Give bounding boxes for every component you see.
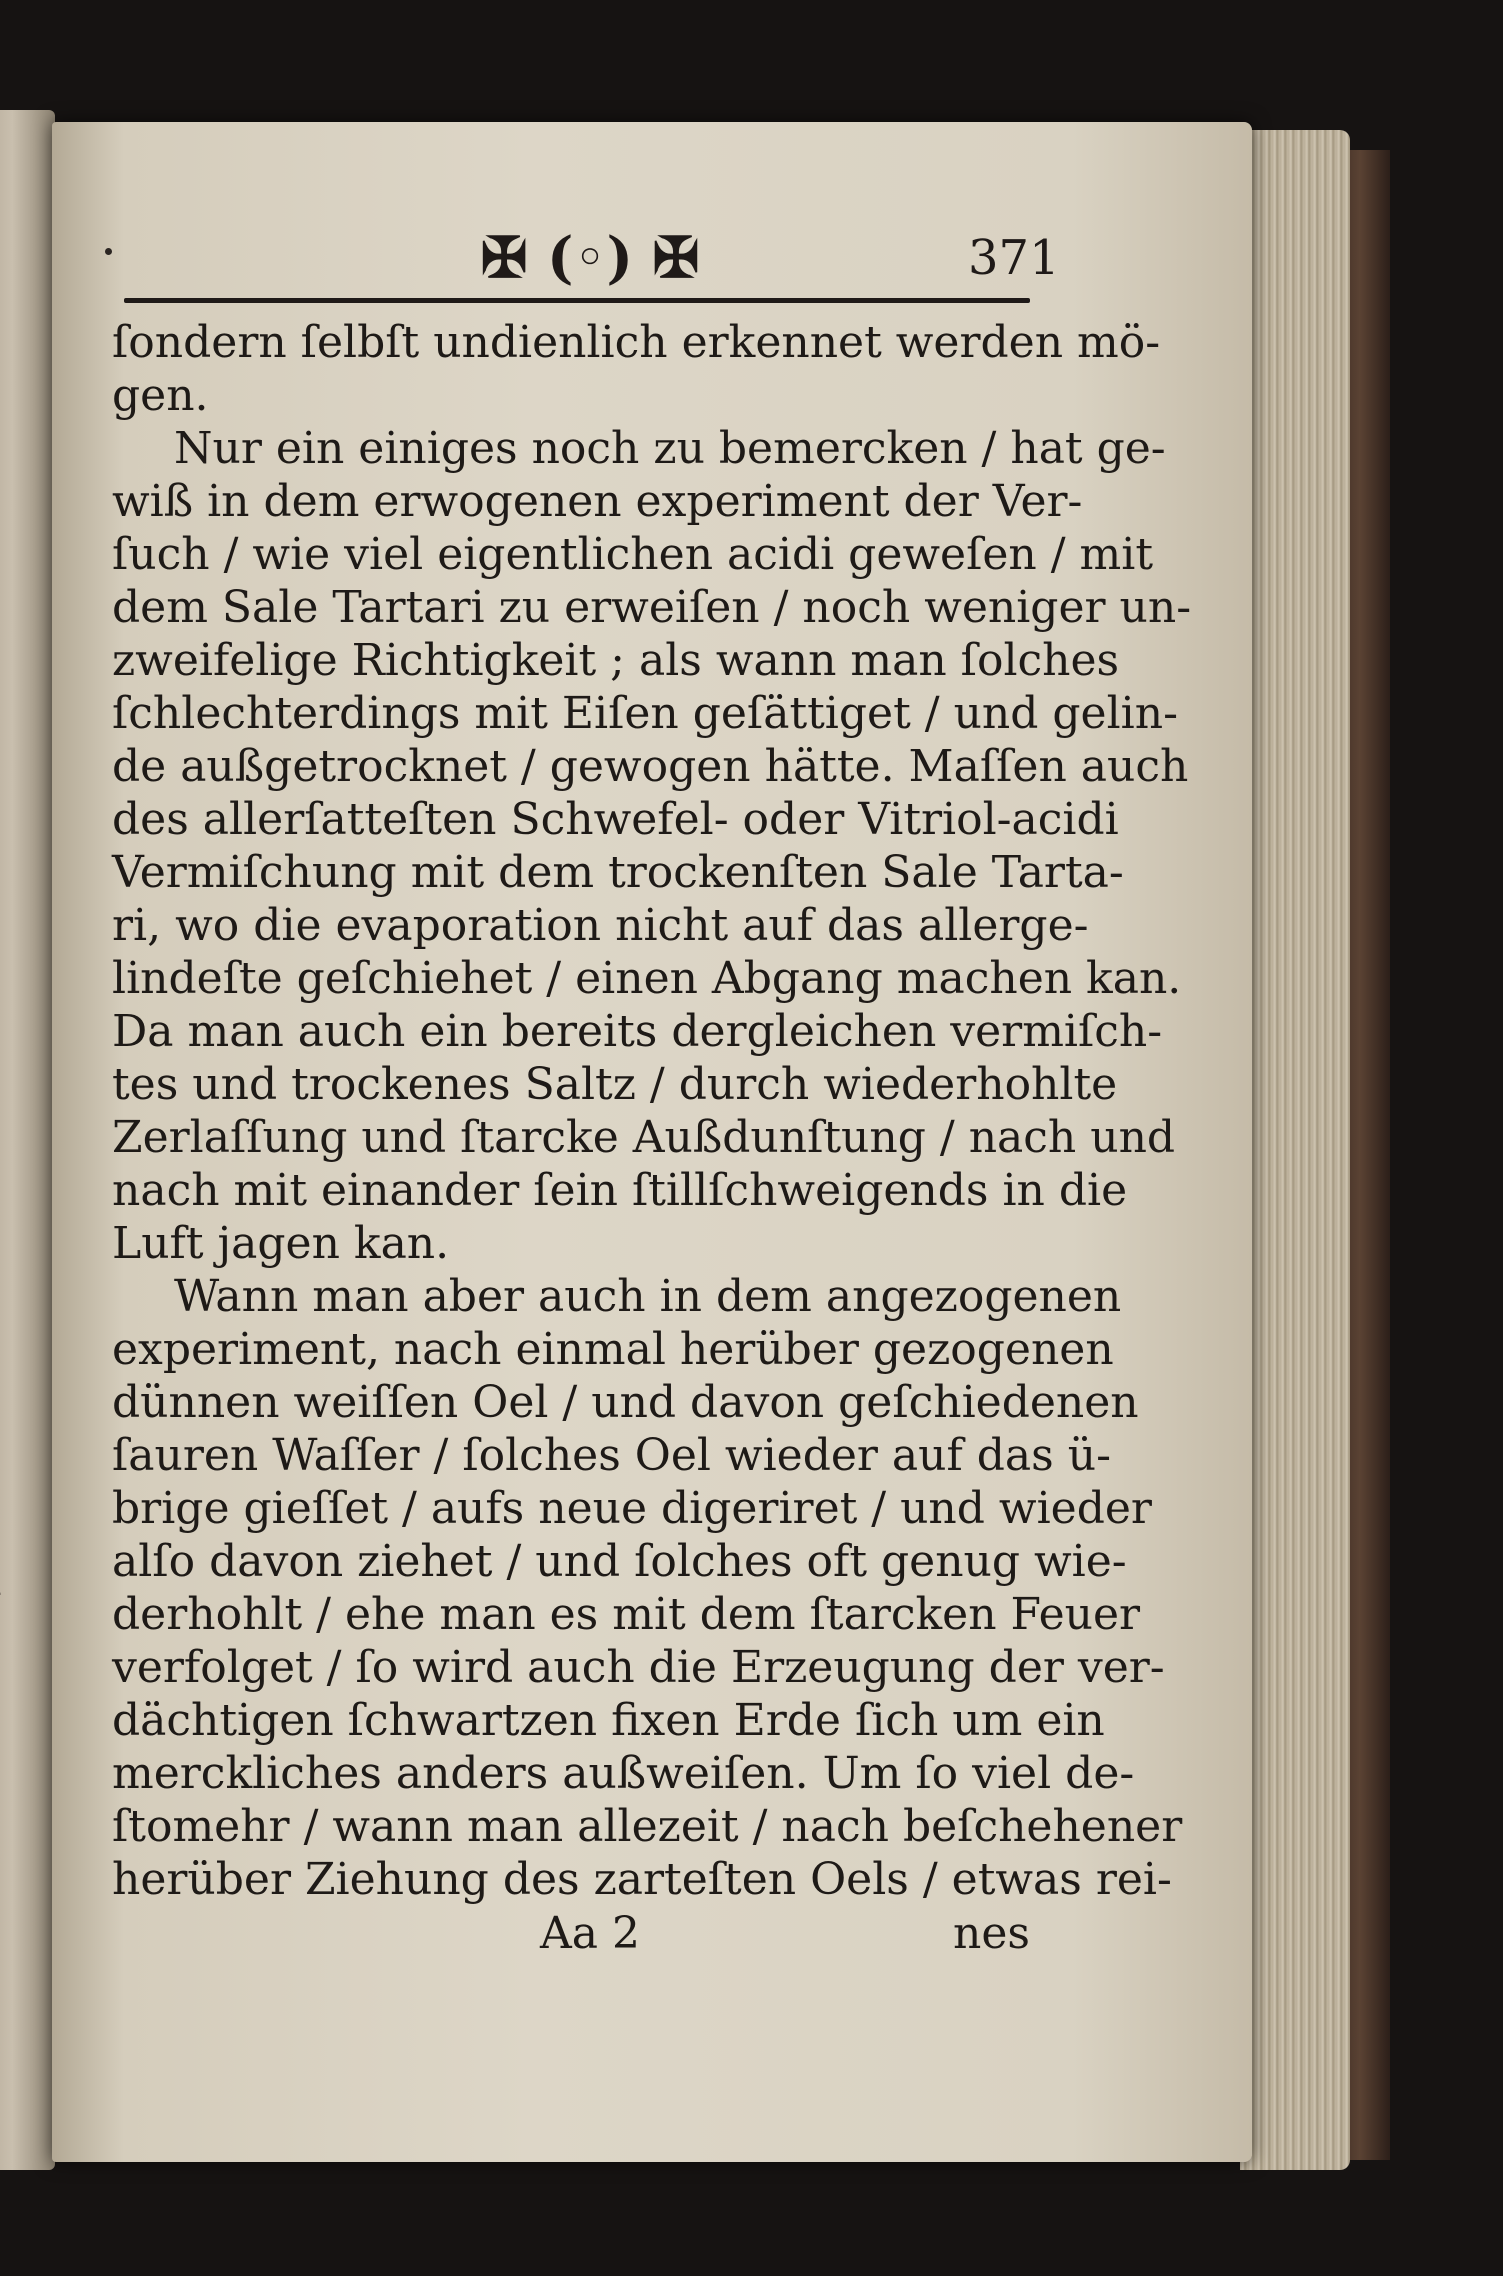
text-line: ſchlechterdings mit Eiſen geſättiget / und gelin- <box>112 688 1178 739</box>
text-line: ſuch / wie viel eigentlichen acidi geweſen / mit <box>112 529 1154 580</box>
text-line: merckliches anders außweiſen. Um ſo viel de- <box>112 1748 1135 1799</box>
previous-page-edge <box>0 110 55 2170</box>
text-line: ri, wo die evaporation nicht auf das allerge- <box>112 900 1089 951</box>
text-line: ſondern ſelbſt undienlich erkennet werden mö- <box>112 317 1161 368</box>
text-line: de außgetrocknet / gewogen hätte. Maſſen auch <box>112 741 1189 792</box>
page-footer <box>540 1906 1030 1962</box>
signature-mark: Aa 2 <box>540 1908 640 1959</box>
text-line: herüber Ziehung des zarteſten Oels / etwas rei- <box>112 1854 1172 1905</box>
text-body <box>112 316 1192 1906</box>
text-line: wiß in dem erwogenen experiment der Ver- <box>112 476 1083 527</box>
page-number: 371 <box>968 230 1060 286</box>
text-line: Vermiſchung mit dem trockenſten Sale Tarta- <box>112 847 1124 898</box>
text-line: Da man auch ein bereits dergleichen vermiſch- <box>112 1006 1163 1057</box>
text-line: lindeſte geſchiehet / einen Abgang machen kan. <box>112 953 1182 1004</box>
text-line: Wann man aber auch in dem angezogenen <box>174 1271 1122 1322</box>
text-line: Zerlaſſung und ſtarcke Außdunſtung / nach und <box>112 1112 1176 1163</box>
header-dot <box>105 248 112 255</box>
text-line: zweifelige Richtigkeit ; als wann man ſolches <box>112 635 1120 686</box>
text-line: des allerſatteſten Schwefel- oder Vitriol-acidi <box>112 794 1119 845</box>
text-line: brige gieſſet / aufs neue digeriret / und wieder <box>112 1483 1152 1534</box>
text-line: Nur ein einiges noch zu bemercken / hat ge- <box>174 423 1166 474</box>
text-line: derhohlt / ehe man es mit dem ſtarcken Feuer <box>112 1589 1141 1640</box>
text-line: dünnen weiſſen Oel / und davon geſchiedenen <box>112 1377 1139 1428</box>
text-line: tes und trockenes Saltz / durch wiederhohlte <box>112 1059 1118 1110</box>
header-rule <box>124 298 1030 303</box>
text-line: dem Sale Tartari zu erweiſen / noch weniger un- <box>112 582 1192 633</box>
text-line: verfolget / ſo wird auch die Erzeugung der ver- <box>112 1642 1165 1693</box>
text-line: alſo davon ziehet / und ſolches oft genug wie- <box>112 1536 1127 1587</box>
text-line: gen. <box>112 370 209 421</box>
page-stack-edge <box>1240 130 1350 2170</box>
header-ornament: ✠ (◦) ✠ <box>480 225 700 291</box>
text-line: Luft jagen kan. <box>112 1218 450 1269</box>
catchword: nes <box>953 1908 1030 1959</box>
text-line: ſtomehr / wann man allezeit / nach beſchehener <box>112 1801 1183 1852</box>
text-line: ſauren Waſſer / ſolches Oel wieder auf das ü- <box>112 1430 1111 1481</box>
text-line: experiment, nach einmal herüber gezogenen <box>112 1324 1114 1375</box>
text-line: dächtigen ſchwartzen fixen Erde ſich um ein <box>112 1695 1105 1746</box>
text-line: nach mit einander ſein ſtillſchweigends in die <box>112 1165 1128 1216</box>
